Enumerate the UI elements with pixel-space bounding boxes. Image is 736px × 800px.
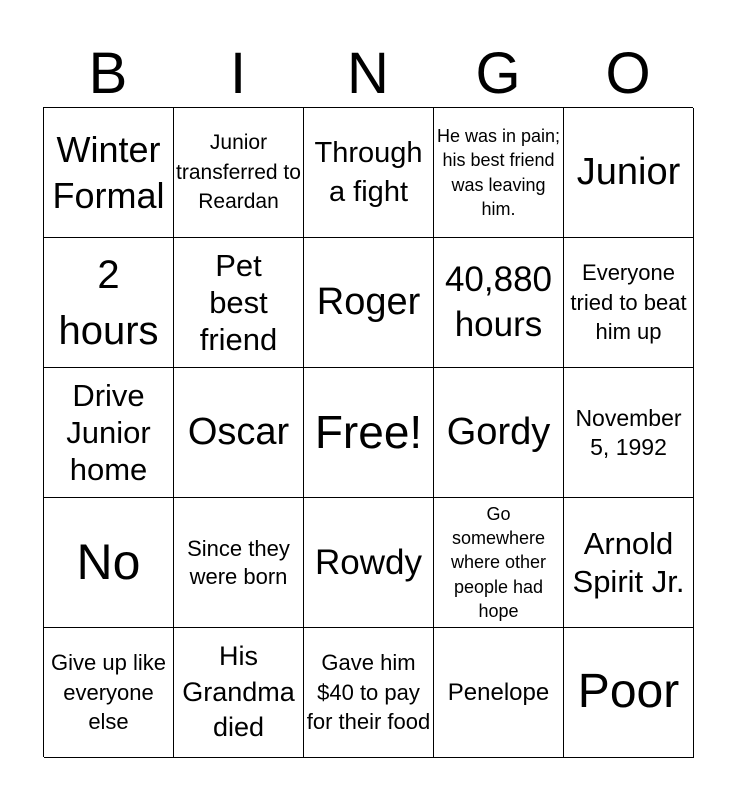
cell-text: Go somewhere where other people had hope xyxy=(450,503,547,621)
bingo-cell[interactable] xyxy=(44,368,174,498)
bingo-cell[interactable] xyxy=(564,238,694,368)
bingo-cell[interactable] xyxy=(564,108,694,238)
cell-text: No xyxy=(76,534,141,590)
free-space[interactable] xyxy=(304,368,434,498)
cell-text: Arnold Spirit Jr. xyxy=(572,526,685,599)
cell-text: Winter Formal xyxy=(52,128,165,216)
cell-text: Junior transferred to Reardan xyxy=(176,130,301,214)
cell-text: Roger xyxy=(316,280,421,323)
bingo-cell[interactable] xyxy=(44,498,174,628)
bingo-card xyxy=(43,107,693,757)
bingo-cell[interactable] xyxy=(44,238,174,368)
header-letter-o: O xyxy=(605,41,651,106)
cell-text: Gordy xyxy=(446,410,551,453)
bingo-cell[interactable] xyxy=(434,628,564,758)
bingo-cell[interactable] xyxy=(304,628,434,758)
bingo-cell[interactable] xyxy=(304,108,434,238)
bingo-cell[interactable] xyxy=(174,238,304,368)
cell-text: Since they were born xyxy=(187,536,290,589)
bingo-cell[interactable] xyxy=(434,108,564,238)
bingo-cell[interactable] xyxy=(44,628,174,758)
cell-text: Penelope xyxy=(447,678,550,706)
header-letter-i: I xyxy=(229,41,247,106)
cell-text: Poor xyxy=(577,665,680,719)
cell-text: Pet best friend xyxy=(199,247,278,358)
bingo-cell[interactable] xyxy=(174,498,304,628)
bingo-cell[interactable] xyxy=(434,368,564,498)
bingo-cell[interactable] xyxy=(304,238,434,368)
cell-text: 2 hours xyxy=(58,252,159,353)
header-letter-g: G xyxy=(475,41,521,106)
bingo-header xyxy=(43,40,693,108)
cell-text: Rowdy xyxy=(315,542,422,582)
bingo-cell[interactable] xyxy=(304,498,434,628)
cell-text: 40,880 hours xyxy=(444,260,553,344)
cell-text: Give up like everyone else xyxy=(51,649,166,735)
cell-text: He was in pain; his best friend was leaving him. xyxy=(436,125,561,219)
header-letter-n: N xyxy=(347,41,389,106)
bingo-cell[interactable] xyxy=(174,108,304,238)
cell-text: Drive Junior home xyxy=(66,377,151,488)
bingo-cell[interactable] xyxy=(44,108,174,238)
header-letter-b: B xyxy=(88,41,128,106)
cell-text: November 5, 1992 xyxy=(575,404,682,460)
bingo-cell[interactable] xyxy=(434,238,564,368)
bingo-cell[interactable] xyxy=(434,498,564,628)
cell-text: His Grandma died xyxy=(182,640,295,743)
bingo-cell[interactable] xyxy=(174,628,304,758)
bingo-cell[interactable] xyxy=(174,368,304,498)
cell-text: Oscar xyxy=(187,410,290,453)
cell-text: Junior xyxy=(576,150,681,193)
bingo-cell[interactable] xyxy=(564,368,694,498)
bingo-cell[interactable] xyxy=(564,498,694,628)
bingo-cell[interactable] xyxy=(564,628,694,758)
free-space-label: Free! xyxy=(314,406,423,459)
cell-text: Through a fight xyxy=(314,136,423,208)
cell-text: Gave him $40 to pay for their food xyxy=(306,649,431,735)
cell-text: Everyone tried to beat him up xyxy=(570,259,687,345)
